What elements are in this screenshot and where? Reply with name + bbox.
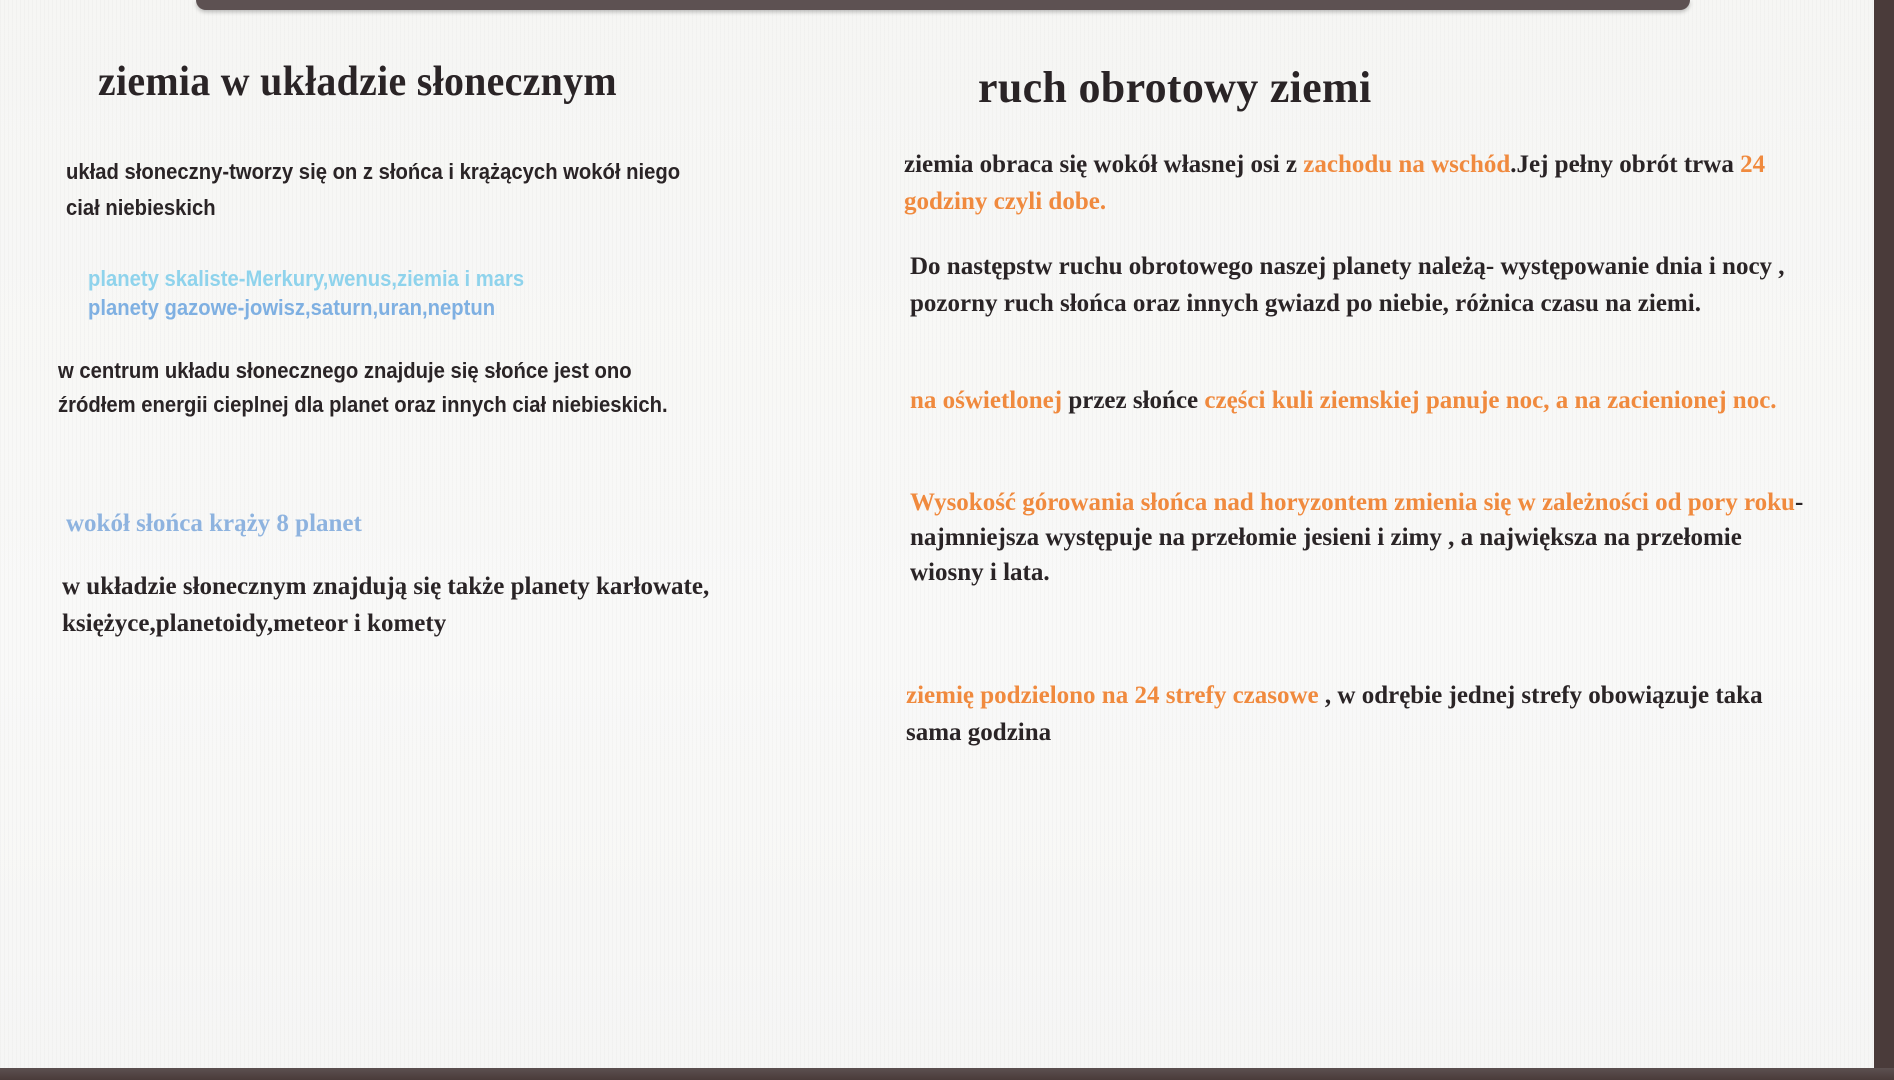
rotation-text-2: .Jej pełny obrót trwa — [1510, 151, 1741, 178]
rotation-paragraph — [904, 146, 1804, 220]
planet-count: wokół słońca krąży 8 planet — [66, 510, 362, 537]
time-zones-highlight: ziemię podzielono na 24 strefy czasowe — [906, 682, 1319, 709]
right-title: ruch obrotowy ziemi — [978, 63, 1372, 112]
sun-height-paragraph — [910, 485, 1810, 590]
consequences-paragraph: Do następstw ruchu obrotowego naszej planety należą- występowanie dnia i nocy , pozorny ruch słońca oraz innych gwiazd po niebie, różnica czasu na ziemi. — [910, 253, 1785, 317]
time-zones-text: , w odrębie jednej strefy obowiązuje taka sama godzina — [906, 682, 1763, 746]
rotation-direction: zachodu na wschód — [1303, 151, 1511, 178]
solar-system-definition: układ słoneczny-tworzy się on z słońca i krążących wokół niego ciał niebieskich — [66, 159, 681, 220]
day-night-paragraph — [910, 384, 1810, 418]
screen-frame-bottom — [0, 1068, 1894, 1080]
time-zones-paragraph — [906, 677, 1806, 751]
left-title: ziemia w układzie słonecznym — [98, 59, 617, 105]
other-bodies-paragraph: w układzie słonecznym znajdują się także planety karłowate, księżyce,planetoidy,meteor i komety — [62, 573, 710, 637]
screen-frame-right — [1874, 0, 1894, 1080]
rotation-text-1: ziemia obraca się wokół własnej osi z — [904, 151, 1304, 178]
rocky-planets: planety skaliste-Merkury,wenus,ziemia i mars — [88, 266, 525, 291]
gas-planets: planety gazowe-jowisz,saturn,uran,neptun — [88, 295, 496, 320]
day-night-highlight: części kuli ziemskiej panuje noc, a na zacienionej noc. — [1204, 387, 1777, 414]
sun-center-paragraph: w centrum układu słonecznego znajduje się słońce jest ono źródłem energii cieplnej dla planet oraz innych ciał niebieskich. — [58, 358, 668, 417]
planet-groups — [88, 264, 524, 322]
sun-height-text: -najmniejsza występuje na przełomie jesieni i zimy , a największa na przełomie wiosny i lata. — [910, 489, 1804, 586]
sun-height-highlight: Wysokość górowania słońca nad horyzontem zmienia się w zależności od pory roku — [910, 489, 1795, 516]
rotation-duration: 24 godziny czyli dobe. — [904, 151, 1766, 215]
day-night-text: przez słońce — [1062, 387, 1205, 414]
lit-side: na oświetlonej — [910, 387, 1063, 414]
slide-top-bar — [196, 0, 1690, 10]
